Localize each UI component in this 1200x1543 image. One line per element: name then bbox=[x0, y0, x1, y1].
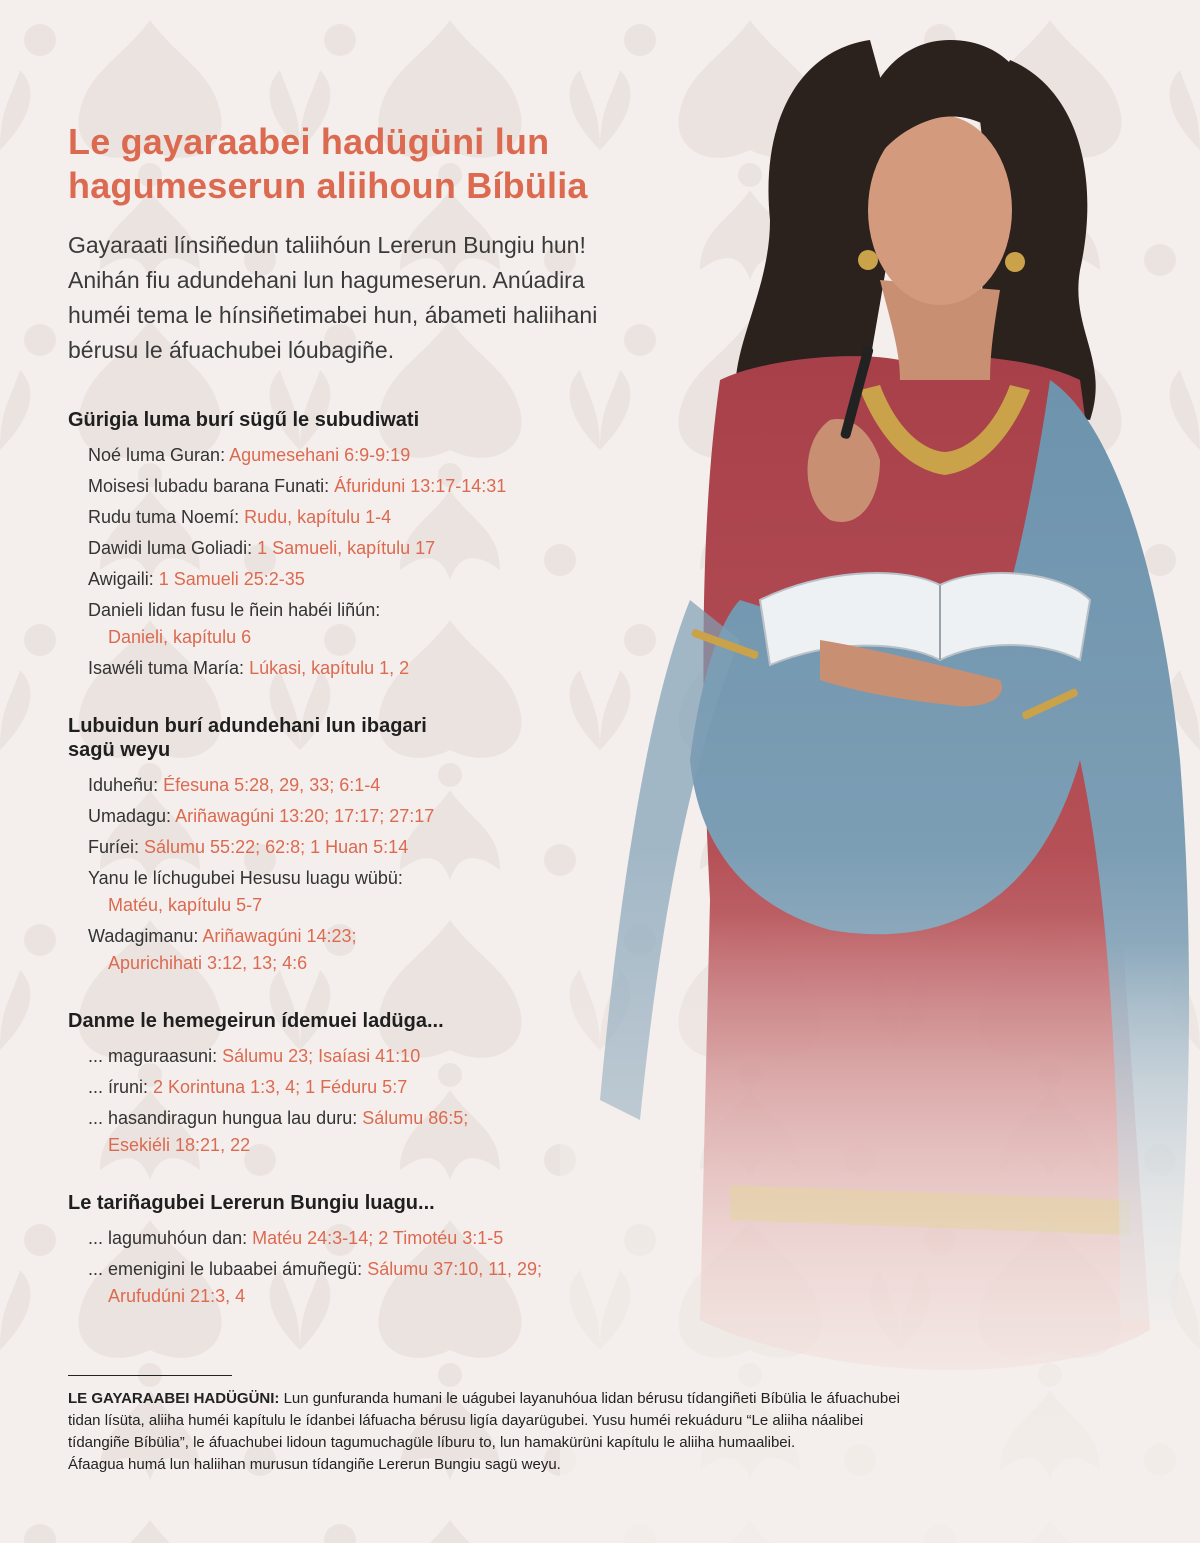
entry-label: Moisesi lubadu barana Funati: bbox=[88, 476, 335, 496]
list-item bbox=[88, 803, 728, 830]
list-item bbox=[88, 834, 728, 861]
scripture-reference-link[interactable]: Agumesehani 6:9-9:19 bbox=[229, 445, 411, 465]
scripture-reference-link[interactable]: Danieli, kapítulu 6 bbox=[108, 627, 252, 647]
scripture-reference-link[interactable]: Matéu 24:3-14; 2 Timotéu 3:1-5 bbox=[252, 1228, 504, 1248]
scripture-reference-link[interactable]: 1 Samueli, kapítulu 17 bbox=[257, 538, 436, 558]
entry-label: Danieli lidan fusu le ñein habéi liñún: bbox=[88, 600, 381, 620]
scripture-reference-link[interactable]: Sálumu 55:22; 62:8; 1 Huan 5:14 bbox=[144, 837, 409, 857]
entry-label: Iduheñu: bbox=[88, 775, 164, 795]
section-bible-stories bbox=[68, 408, 728, 682]
list-item bbox=[88, 865, 728, 919]
scripture-reference-link[interactable]: 1 Samueli 25:2-35 bbox=[158, 569, 305, 589]
title-line-1: Le gayaraabei hadügüni lun bbox=[68, 121, 550, 162]
footnote-line bbox=[68, 1388, 1128, 1410]
scripture-reference-link[interactable]: Áfuriduni 13:17-14:31 bbox=[334, 476, 507, 496]
list-item bbox=[88, 1043, 728, 1070]
section-title-line: Le tariñagubei Lererun Bungiu luagu... bbox=[68, 1192, 435, 1214]
intro-paragraph bbox=[68, 228, 728, 368]
list-item bbox=[88, 1256, 728, 1310]
entry-label: ... hasandiragun hungua lau duru: bbox=[88, 1108, 363, 1128]
main-content bbox=[68, 120, 728, 1314]
entry-list bbox=[68, 1225, 728, 1310]
entry-label: Furíei: bbox=[88, 837, 145, 857]
scripture-reference-link[interactable]: Ariñawagúni 14:23; bbox=[202, 926, 357, 946]
scripture-reference-link[interactable]: Ariñawagúni 13:20; 17:17; 27:17 bbox=[175, 806, 435, 826]
scripture-reference-link[interactable]: Arufudúni 21:3, 4 bbox=[108, 1286, 246, 1306]
entry-label: Noé luma Guran: bbox=[88, 445, 230, 465]
section-title-line: Danme le hemegeirun ídemuei ladüga... bbox=[68, 1010, 444, 1032]
entry-label: ... emenigini le lubaabei ámuñegü: bbox=[88, 1259, 368, 1279]
scripture-reference-link[interactable]: Sálumu 37:10, 11, 29; bbox=[367, 1259, 542, 1279]
entry-label: Wadagimanu: bbox=[88, 926, 203, 946]
section-title bbox=[68, 714, 728, 762]
list-item bbox=[88, 566, 728, 593]
list-item bbox=[88, 1074, 728, 1101]
section-title-line: Lubuidun burí adundehani lun ibagari bbox=[68, 715, 427, 737]
entry-label: ... maguraasuni: bbox=[88, 1046, 223, 1066]
intro-line: bérusu le áfuachubei lóubagiñe. bbox=[68, 337, 395, 363]
intro-line: Gayaraati línsiñedun taliihóun Lererun Bungiu hun! bbox=[68, 232, 586, 258]
list-item bbox=[88, 655, 728, 682]
list-item bbox=[88, 442, 728, 469]
entry-label: ... íruni: bbox=[88, 1077, 154, 1097]
entry-list bbox=[68, 442, 728, 682]
list-item bbox=[88, 1105, 728, 1159]
list-item bbox=[88, 535, 728, 562]
entry-list bbox=[68, 1043, 728, 1159]
scripture-reference-link[interactable]: Sálumu 86:5; bbox=[362, 1108, 469, 1128]
entry-label: Dawidi luma Goliadi: bbox=[88, 538, 258, 558]
section-title-line: sagü weyu bbox=[68, 739, 171, 761]
entry-label: Awigaili: bbox=[88, 569, 159, 589]
section-comfort bbox=[68, 1009, 728, 1159]
list-item bbox=[88, 504, 728, 531]
section-title bbox=[68, 1191, 728, 1215]
section-prophecy bbox=[68, 1191, 728, 1310]
scripture-reference-link[interactable]: Rudu, kapítulu 1-4 bbox=[244, 507, 392, 527]
scripture-reference-link[interactable]: Sálumu 23; Isaíasi 41:10 bbox=[222, 1046, 421, 1066]
entry-label: Yanu le líchugubei Hesusu luagu wübü: bbox=[88, 868, 403, 888]
footnote bbox=[68, 1388, 1128, 1476]
scripture-reference-link[interactable]: Esekiéli 18:21, 22 bbox=[108, 1135, 251, 1155]
list-item bbox=[88, 1225, 728, 1252]
entry-label: Isawéli tuma María: bbox=[88, 658, 250, 678]
footnote-text: Lun gunfuranda humani le uágubei layanuhóua lidan bérusu tídangiñeti Bíbülia le áfuachubei bbox=[279, 1390, 900, 1407]
entry-label: Umadagu: bbox=[88, 806, 176, 826]
scripture-reference-link[interactable]: Matéu, kapítulu 5-7 bbox=[108, 895, 263, 915]
page-title bbox=[68, 120, 728, 208]
scripture-reference-link[interactable]: Apurichihati 3:12, 13; 4:6 bbox=[108, 953, 308, 973]
title-line-2: hagumeserun aliihoun Bíbülia bbox=[68, 165, 588, 206]
section-title-line: Gürigia luma burí sügű le subudiwati bbox=[68, 409, 420, 431]
list-item bbox=[88, 473, 728, 500]
scripture-reference-link[interactable]: 2 Korintuna 1:3, 4; 1 Féduru 5:7 bbox=[153, 1077, 408, 1097]
footnote-line: Áfaagua humá lun haliihan murusun tídangiñe Lererun Bungiu sagü weyu. bbox=[68, 1456, 561, 1473]
section-title bbox=[68, 408, 728, 432]
footnote-line: tidan lísüta, aliiha huméi kapítulu le ídanbei láfuacha bérusu ligía dayarügubei. Yusu huméi rekuáduru “Le aliiha náalibei bbox=[68, 1412, 864, 1429]
section-title bbox=[68, 1009, 728, 1033]
list-item bbox=[88, 772, 728, 799]
list-item bbox=[88, 597, 728, 651]
scripture-reference-link[interactable]: Éfesuna 5:28, 29, 33; 6:1-4 bbox=[163, 775, 381, 795]
footnote-divider bbox=[68, 1375, 232, 1376]
footnote-line: tídangiñe Bíbülia”, le áfuachubei lidoun tagumuchagüle líburu to, lun hamakürüni kapítulu le aliiha humaalibei. bbox=[68, 1434, 796, 1451]
entry-label: Rudu tuma Noemí: bbox=[88, 507, 245, 527]
footnote-heading: LE GAYARAABEI HADÜGÜNI: bbox=[68, 1390, 280, 1407]
list-item bbox=[88, 923, 728, 977]
scripture-reference-link[interactable]: Lúkasi, kapítulu 1, 2 bbox=[249, 658, 410, 678]
entry-label: ... lagumuhóun dan: bbox=[88, 1228, 253, 1248]
entry-list bbox=[68, 772, 728, 977]
section-daily-advice bbox=[68, 714, 728, 977]
intro-line: huméi tema le hínsiñetimabei hun, ábameti haliihani bbox=[68, 302, 598, 328]
intro-line: Anihán fiu adundehani lun hagumeserun. Anúadira bbox=[68, 267, 585, 293]
